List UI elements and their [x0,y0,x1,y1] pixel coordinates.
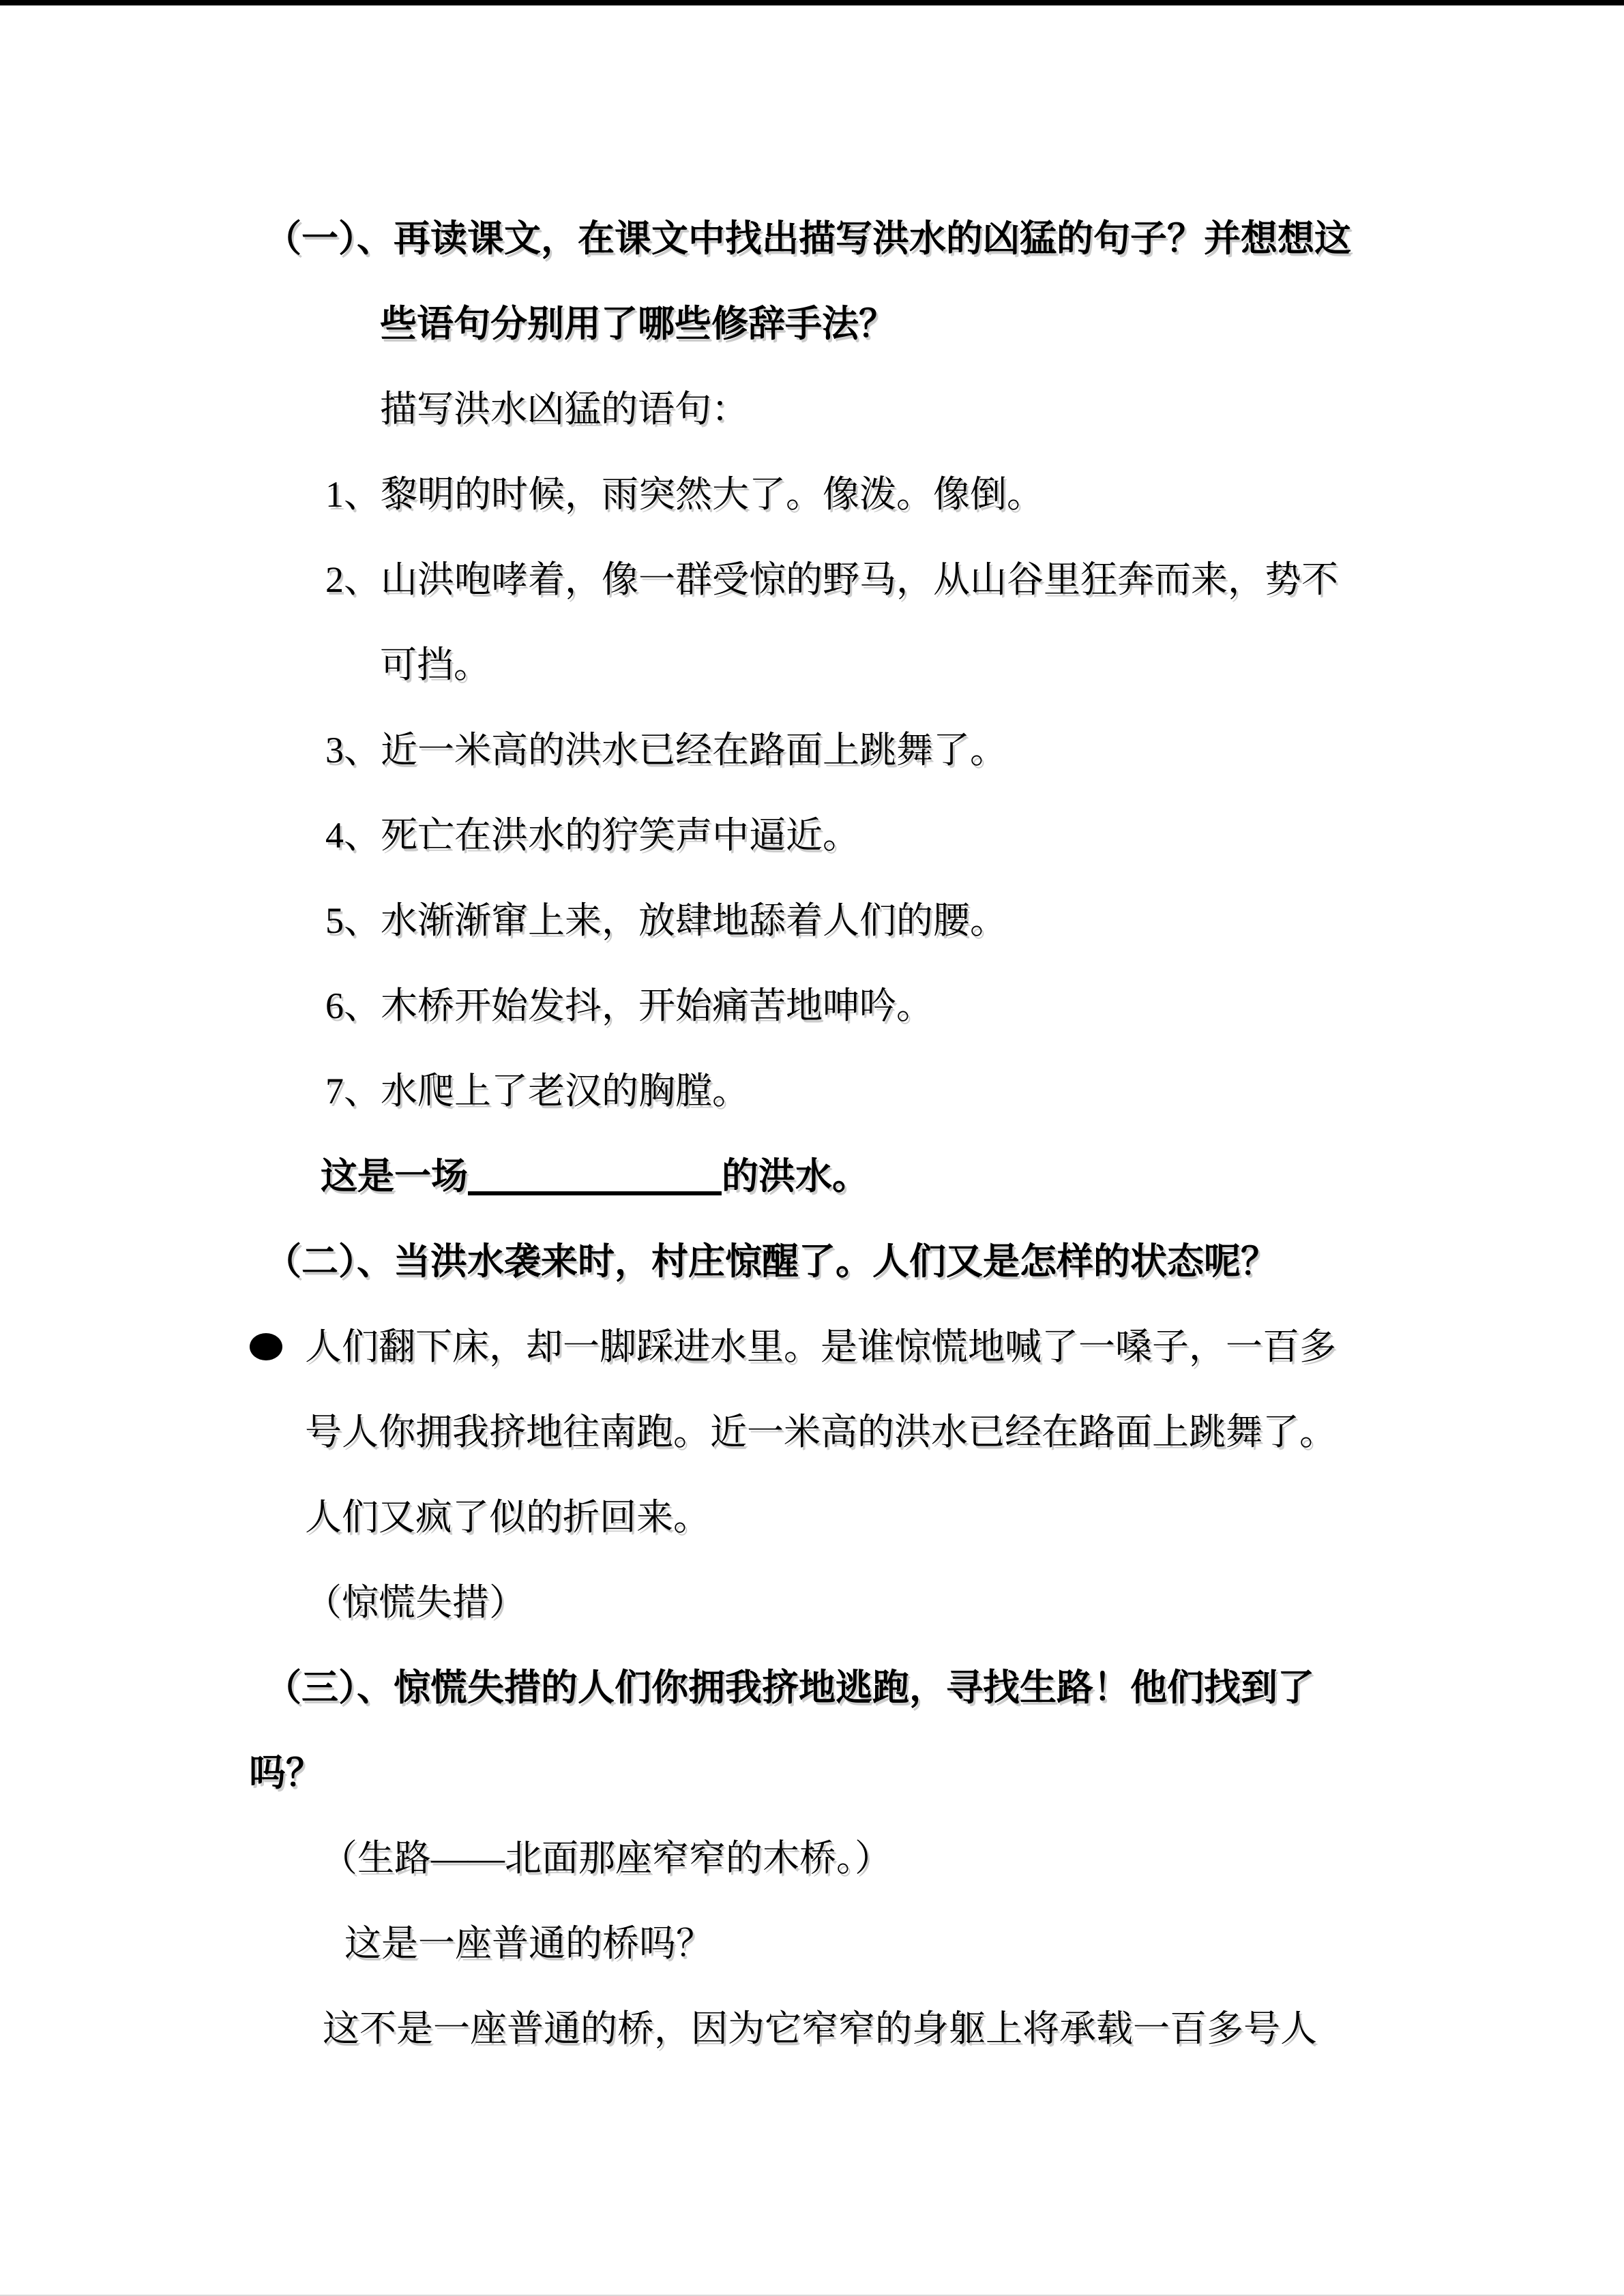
bullet-paragraph-line1 [305,1304,1624,1390]
section1-heading-line2: 些语句分别用了哪些修辞手法？ [380,303,896,344]
list-item-3: 3、近一米高的洪水已经在路面上跳舞了。 [325,730,1007,771]
list-item-1: 1、黎明的时候，雨突然大了。像泼。像倒。 [325,474,1044,515]
section2-answer-note: （惊慌失措） [305,1582,526,1623]
section3-answer-line1: 这不是一座普通的桥，因为它窄窄的身躯上将承载一百多号人 [323,2008,1317,2049]
list-item-4: 4、死亡在洪水的狞笑声中逼近。 [325,815,859,856]
list-item-6: 6、木桥开始发抖，开始痛苦地呻吟。 [325,985,933,1026]
top-border [0,0,1624,5]
blank-underline [468,1154,722,1195]
bullet-paragraph-line3: 人们又疯了似的折回来。 [305,1497,710,1538]
list-item-2-line1: 2、山洪咆哮着，像一群受惊的野马，从山谷里狂奔而来，势不 [325,559,1338,600]
section1-intro: 描写洪水凶猛的语句： [380,389,748,430]
section3-question: 这是一座普通的桥吗？ [344,1923,713,1964]
section3-heading-line2: 吗？ [249,1753,323,1793]
list-item-5: 5、水渐渐窜上来，放肆地舔着人们的腰。 [325,900,1007,941]
bullet-paragraph-line2: 号人你拥我挤地往南跑。近一米高的洪水已经在路面上跳舞了。 [305,1412,1336,1452]
section3-answer-note: （生路——北面那座窄窄的木桥。） [321,1838,891,1879]
bullet-paragraph-text1: 人们翻下床，却一脚踩进水里。是谁惊慌地喊了一嗓子，一百多 [305,1326,1336,1367]
section1-heading-line1: （一）、再读课文，在课文中找出描写洪水的凶猛的句子？并想想这 [265,218,1351,259]
document-content [0,196,1624,2072]
fill-blank-line [321,1134,1624,1219]
list-item-7: 7、水爬上了老汉的胸膛。 [325,1071,749,1112]
fill-blank-before: 这是一场 [321,1156,468,1197]
section2-heading: （二）、当洪水袭来时，村庄惊醒了。人们又是怎样的状态呢？ [265,1241,1278,1282]
list-item-2-line2: 可挡。 [380,644,490,685]
section3-heading-line1: （三）、惊慌失措的人们你拥我挤地逃跑，寻找生路！他们找到了 [265,1667,1314,1708]
bullet-icon [250,1333,282,1360]
fill-blank-after: 的洪水。 [722,1156,869,1197]
